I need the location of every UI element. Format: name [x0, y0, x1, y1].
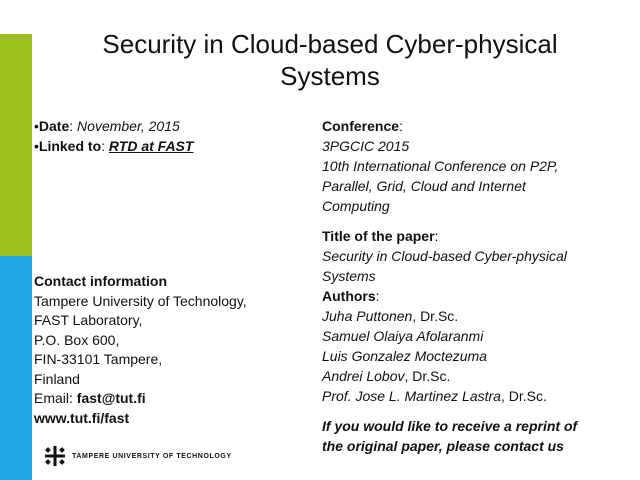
- reprint-note-1: If you would like to receive a reprint of: [322, 418, 578, 434]
- author-suffix: , Dr.Sc.: [500, 388, 547, 404]
- paper-title-1: Security in Cloud-based Cyber-physical: [322, 248, 567, 264]
- conference-full-2: Parallel, Grid, Cloud and Internet: [322, 178, 526, 194]
- contact-line-2: FAST Laboratory,: [34, 312, 143, 328]
- author-name: Juha Puttonen: [322, 308, 413, 324]
- author-name: Andrei Lobov: [322, 368, 405, 384]
- date-line: •Date: November, 2015: [34, 118, 180, 134]
- paper-label: Title of the paper: [322, 228, 435, 244]
- linked-label: Linked to: [38, 138, 102, 154]
- accent-bar-blue: [0, 256, 32, 480]
- conference-short: 3PGCIC 2015: [322, 138, 410, 154]
- conference-full-1: 10th International Conference on P2P,: [322, 158, 559, 174]
- email-link[interactable]: fast@tut.fi: [76, 390, 146, 406]
- author-3: [322, 346, 622, 366]
- linked-line: •Linked to: RTD at FAST: [34, 138, 194, 154]
- reprint-note-2: the original paper, please contact us: [322, 438, 564, 454]
- author-suffix: , Dr.Sc.: [412, 308, 459, 324]
- tut-logo-icon: [44, 446, 66, 466]
- author-5: [322, 386, 622, 406]
- conference-heading: Conference:: [322, 118, 403, 134]
- website-link[interactable]: www.tut.fi/fast: [34, 409, 130, 426]
- spacer: [322, 406, 622, 416]
- author-1: [322, 306, 622, 326]
- tut-logo: [44, 446, 232, 466]
- conference-label: Conference: [322, 118, 400, 134]
- contact-line-1: Tampere University of Technology,: [34, 292, 247, 309]
- paper-info-block: [322, 116, 622, 456]
- conference-full-3: Computing: [322, 198, 390, 214]
- author-4: [322, 366, 622, 386]
- author-suffix: , Dr.Sc.: [404, 368, 451, 384]
- paper-heading: Title of the paper:: [322, 228, 439, 244]
- author-name: Samuel Olaiya Afolaranmi: [322, 328, 484, 344]
- date-value: November, 2015: [77, 118, 180, 134]
- date-label: Date: [38, 118, 70, 134]
- author-name: Luis Gonzalez Moctezuma: [322, 348, 487, 364]
- contact-line-5: Finland: [34, 370, 80, 387]
- tut-logo-text: TAMPERE UNIVERSITY OF TECHNOLOGY: [72, 452, 232, 460]
- author-2: [322, 326, 622, 346]
- authors-heading: Authors:: [322, 288, 380, 304]
- slide-title-line-1: Security in Cloud-based Cyber-physical: [102, 29, 558, 59]
- slide-title: [60, 28, 600, 92]
- meta-block: [34, 116, 304, 156]
- contact-line-3: P.O. Box 600,: [34, 331, 120, 348]
- accent-bar-green: [0, 34, 32, 256]
- linked-link[interactable]: RTD at FAST: [108, 138, 194, 154]
- contact-block: [34, 272, 314, 428]
- authors-label: Authors: [322, 288, 376, 304]
- spacer: [322, 216, 622, 226]
- slide-title-line-2: Systems: [280, 61, 380, 91]
- contact-heading: Contact information: [34, 273, 167, 289]
- email-label: Email:: [34, 390, 77, 406]
- author-name: Prof. Jose L. Martinez Lastra: [322, 388, 501, 404]
- email-line: [34, 389, 314, 409]
- paper-title-2: Systems: [322, 268, 376, 284]
- contact-line-4: FIN-33101 Tampere,: [34, 351, 163, 367]
